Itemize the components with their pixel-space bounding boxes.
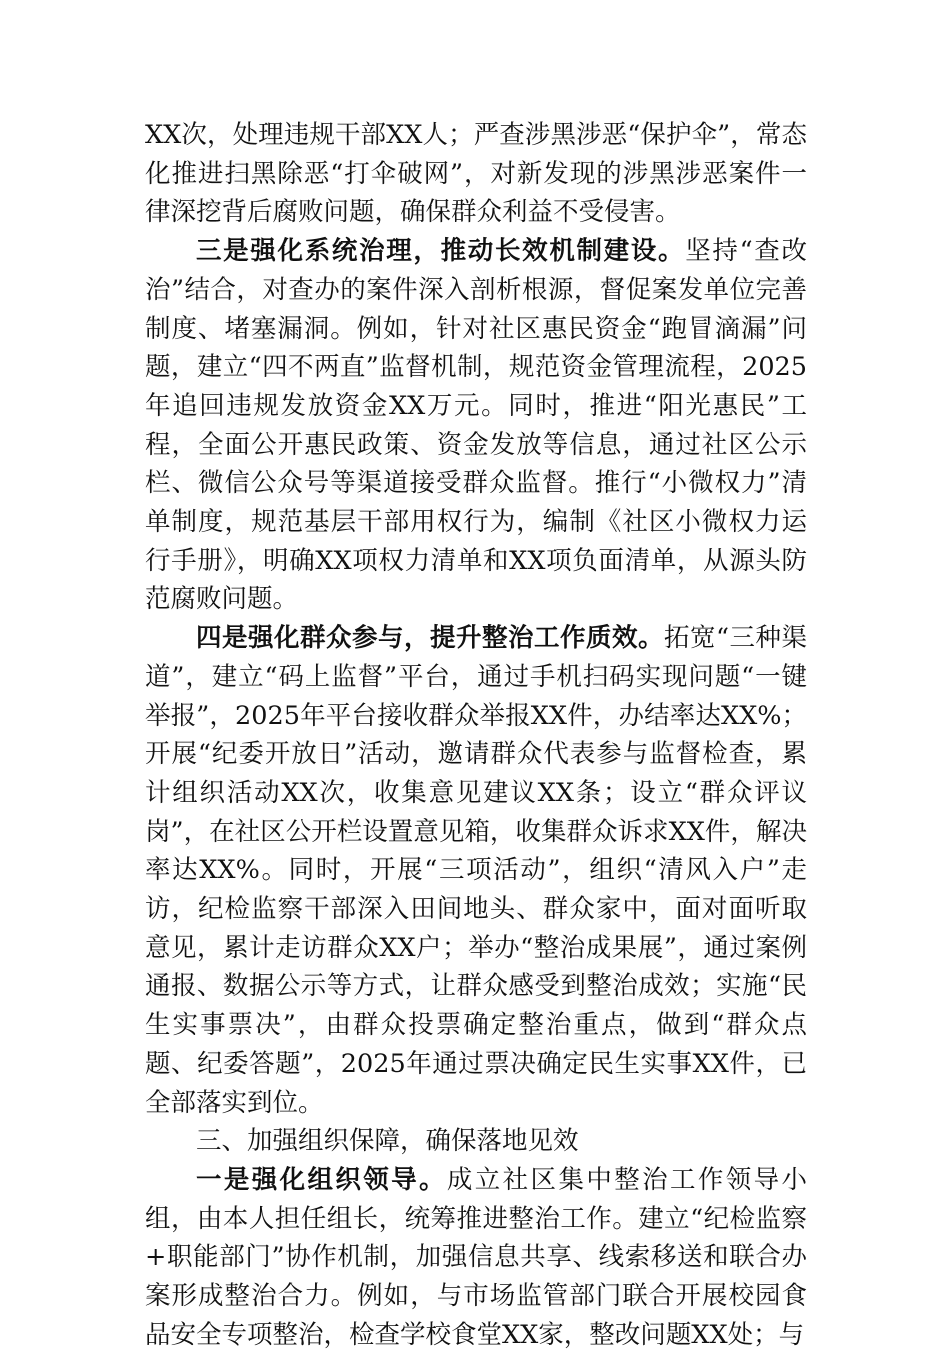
paragraph-public-participation	[145, 619, 807, 1122]
paragraph-lead: 一是强化组织领导。	[196, 1164, 447, 1195]
section-heading: 三、加强组织保障，确保落地见效	[196, 1126, 579, 1157]
paragraph-continuation	[145, 116, 807, 232]
paragraph-text: XX次，处理违规干部XX人；严查涉黑涉恶“保护伞”，常态化推进扫黑除恶“打伞破网”，对新发现的涉黑涉恶案件一律深挖背后腐败问题，确保群众利益不受侵害。	[145, 120, 807, 228]
paragraph-system-governance	[145, 232, 807, 619]
paragraph-text: 坚持“查改治”结合，对查办的案件深入剖析根源，督促案发单位完善制度、堵塞漏洞。例如，针对社区惠民资金“跑冒滴漏”问题，建立“四不两直”监督机制，规范资金管理流程，2025年追回违规发放资金XX万元。同时，推进“阳光惠民”工程，全面公开惠民政策、资金发放等信息，通过社区公示栏、微信公众号等渠道接受群众监督。推行“小微权力”清单制度，规范基层干部用权行为，编制《社区小微权力运行手册》，明确XX项权力清单和XX项负面清单，从源头防范腐败问题。	[145, 236, 807, 615]
paragraph-lead: 三是强化系统治理，推动长效机制建设。	[196, 236, 686, 267]
document-body	[145, 116, 807, 1355]
paragraph-lead: 四是强化群众参与，提升整治工作质效。	[196, 623, 664, 654]
paragraph-text: 拓宽“三种渠道”，建立“码上监督”平台，通过手机扫码实现问题“一键举报”，2025年平台接收群众举报XX件，办结率达XX%；开展“纪委开放日”活动，邀请群众代表参与监督检查，累计组织活动XX次，收集意见建议XX条；设立“群众评议岗”，在社区公开栏设置意见箱，收集群众诉求XX件，解决率达XX%。同时，开展“三项活动”，组织“清风入户”走访，纪检监察干部深入田间地头、群众家中，面对面听取意见，累计走访群众XX户；举办“整治成果展”，通过案例通报、数据公示等方式，让群众感受到整治成效；实施“民生实事票决”，由群众投票确定整治重点，做到“群众点题、纪委答题”，2025年通过票决确定民生实事XX件，已全部落实到位。	[145, 623, 807, 1118]
paragraph-text: 成立社区集中整治工作领导小组，由本人担任组长，统筹推进整治工作。建立“纪检监察+职能部门”协作机制，加强信息共享、线索移送和联合办案形成整治合力。例如，与市场监管部门联合开展校园食品安全专项整治，检查学校食堂XX家，整改问题XX处；与	[145, 1164, 807, 1350]
paragraph-organizational-leadership	[145, 1161, 807, 1355]
